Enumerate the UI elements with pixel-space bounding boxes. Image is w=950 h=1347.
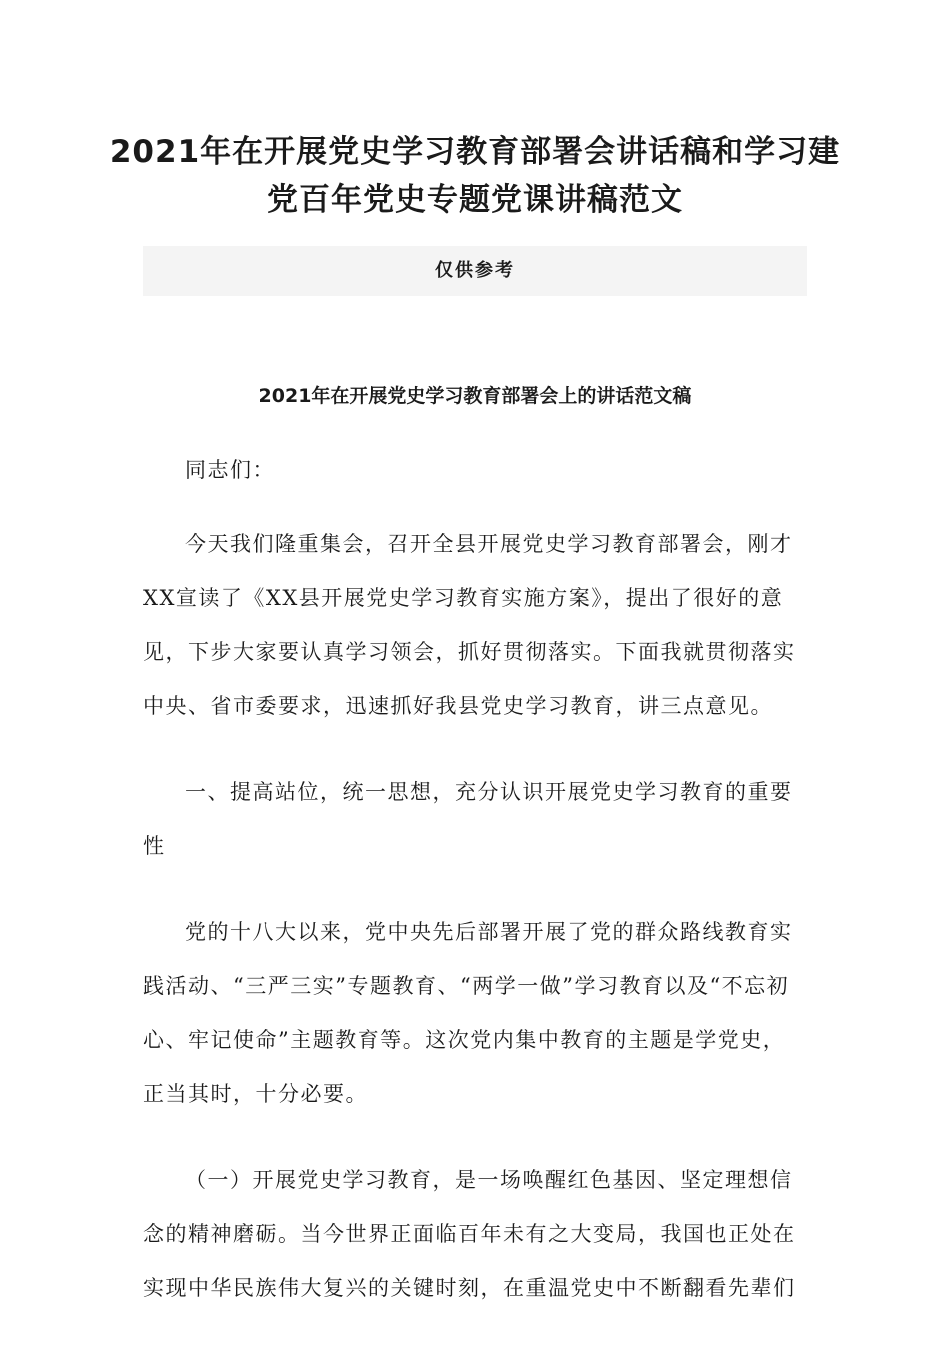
body-paragraph: 党的十八大以来，党中央先后部署开展了党的群众路线教育实践活动、“三严三实”专题教育、“两学一做”学习教育以及“不忘初心、牢记使命”主题教育等。这次党内集中教育的主题是学党史，正当其时，十分必要。 [143,920,793,1106]
document-title [100,128,850,224]
body-paragraph: （一）开展党史学习教育，是一场唤醒红色基因、坚定理想信念的精神磨砺。当今世界正面临百年未有之大变局，我国也正处在实现中华民族伟大复兴的关键时刻，在重温党史中不断翻看先辈们 [143,1168,796,1300]
section-title: 2021年在开展党史学习教育部署会上的讲话范文稿 [258,385,692,407]
greeting-paragraph: 同志们： [185,458,275,482]
reference-only-banner: 仅供参考 [143,246,807,296]
document-body [143,443,807,1347]
section-heading-paragraph: 一、提高站位，统一思想，充分认识开展党史学习教育的重要性 [143,780,793,858]
document-title-line-1: 2021年在开展党史学习教育部署会讲话稿和学习建 [109,134,841,170]
body-paragraph: 今天我们隆重集会，召开全县开展党史学习教育部署会，刚才XX宣读了《XX县开展党史学习教育实施方案》，提出了很好的意见，下步大家要认真学习领会，抓好贯彻落实。下面我就贯彻落实中央、省市委要求，迅速抓好我县党史学习教育，讲三点意见。 [143,532,796,718]
document-title-line-2: 党百年党史专题党课讲稿范文 [267,182,683,218]
